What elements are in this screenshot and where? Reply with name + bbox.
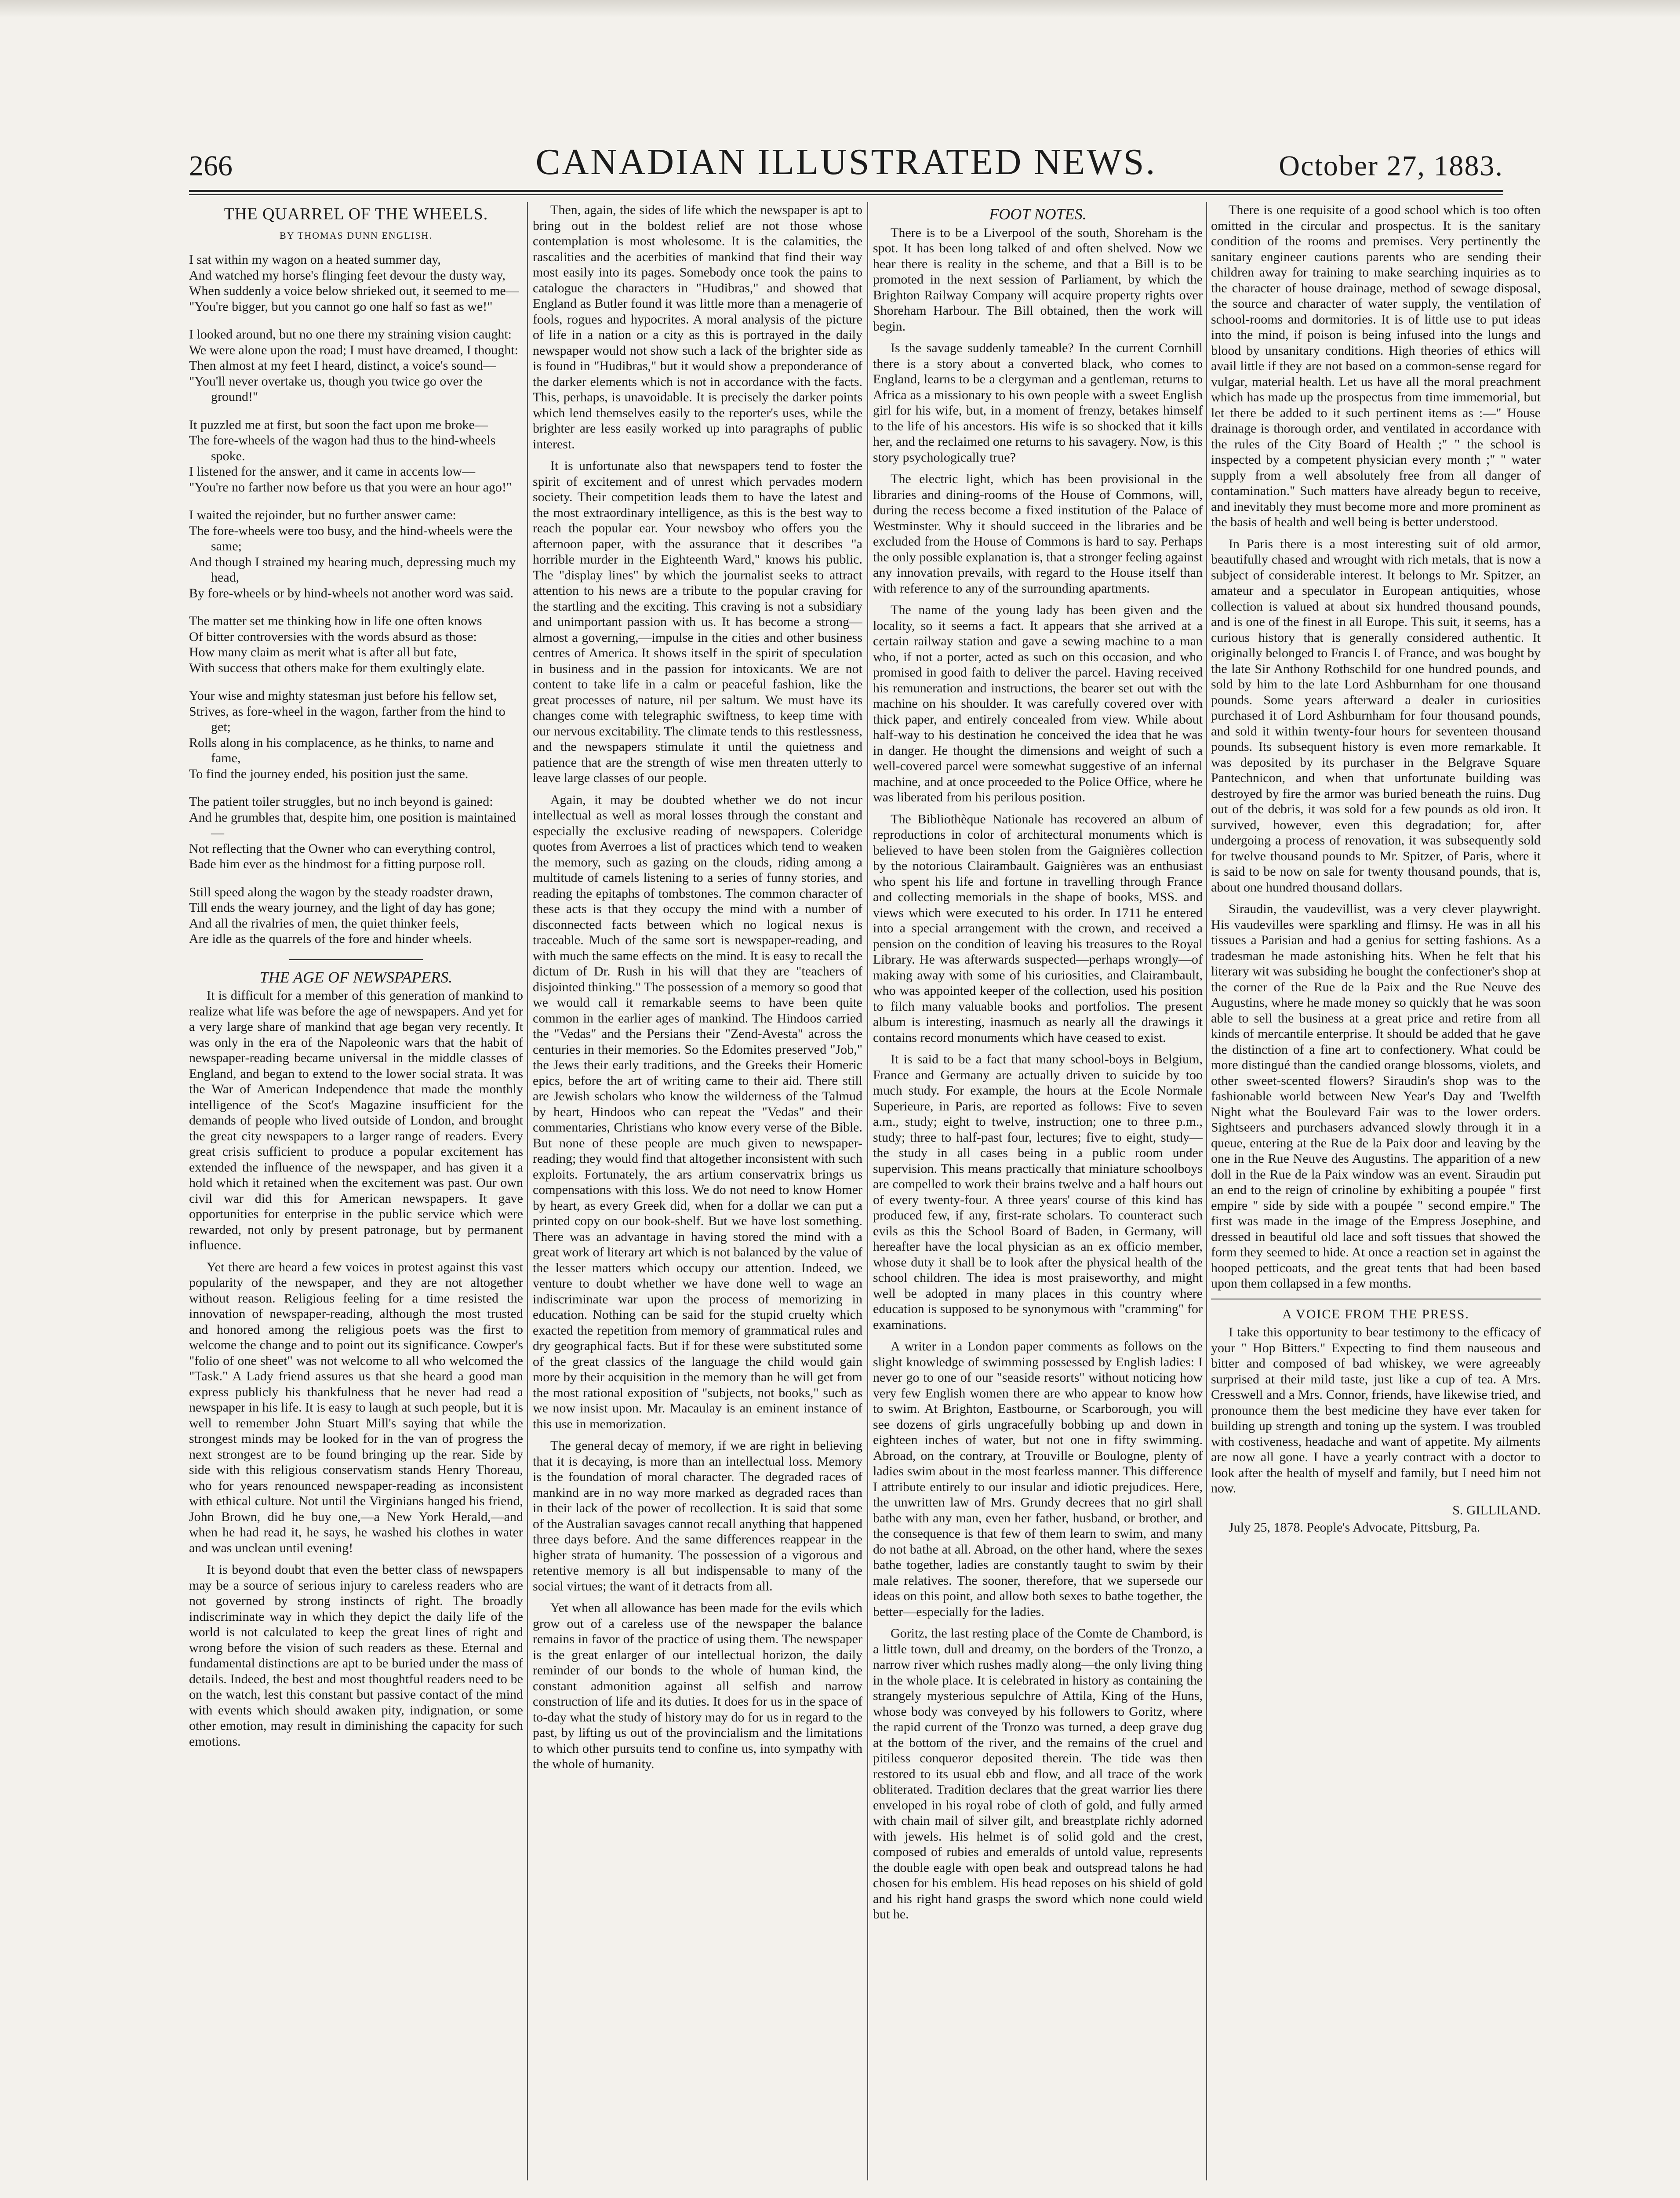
poem-stanza bbox=[189, 688, 523, 782]
poem-line: And he grumbles that, despite him, one position is maintained— bbox=[189, 810, 516, 840]
paragraph: The name of the young lady has been given and the locality, so it seems a fact. It appears that she arrived at a certain railway station and gave a sewing machine to a man who, if not a porter, acted as such on this occasion, and who promised in good faith to deliver the parcel. Having received his remuneration and instructions, the bearer set out with the machine on his shoulder. It was carefully covered over with thick paper, and entirely concealed from view. While about half-way to his destination he conceived the idea that he was in danger. He thought the dimensions and weight of such a well-covered parcel were somewhat suggestive of an infernal machine, and at once proceeded to the Police Office, where he was liberated from his perilous position. bbox=[873, 603, 1203, 804]
foot-notes-continued bbox=[1211, 202, 1541, 1292]
poem-stanza bbox=[189, 794, 523, 872]
poem-line: "You're bigger, but you cannot go one half so fast as we!" bbox=[189, 299, 493, 314]
paragraph: Yet there are heard a few voices in protest against this vast popularity of the newspaper, and they are not altogether without reason. Religious feeling for a time resisted the innovation of newspaper-reading, although the most trusted and honored among the religious poets was the first to welcome the change and to point out its significance. Cowper's "folio of one sheet" was not welcome to all who welcomed the "Task." A Lady friend assures us that she heard a good man express publicly his thankfulness that he never had read a newspaper in his life. It is easy to laugh at such people, but it is well to remember John Stuart Mill's saying that while the strongest minds may be looked for in the van of progress the next strongest are to be found bringing up the rear. Side by side with this religious conservatism stands Henry Thoreau, who for years renounced newspaper-reading as inconsistent with ethical culture. Not until the Virginians hanged his friend, John Brown, did he buy one,—a New York Herald,—and when he had read it, he says, he washed his clothes in water and was unclean until evening! bbox=[189, 1259, 523, 1555]
poem-line: And all the rivalries of men, the quiet thinker feels, bbox=[189, 916, 459, 931]
poem-line: Bade him ever as the hindmost for a fitting purpose roll. bbox=[189, 857, 486, 871]
article-title: THE AGE OF NEWSPAPERS. bbox=[259, 968, 453, 986]
poem-line: How many claim as merit what is after all but fate, bbox=[189, 645, 457, 659]
poem-line: The matter set me thinking how in life one often knows bbox=[189, 614, 482, 628]
foot-notes-body bbox=[873, 225, 1203, 1922]
paragraph: Is the savage suddenly tameable? In the current Cornhill there is a story about a converted black, who comes to England, learns to be a clergyman and a gentleman, returns to Africa as a missionary to his own people with a sweet English girl for his wife, but, in a moment of frenzy, betakes himself to the life of his ancestors. His wife is so shocked that it kills her, and the reclaimed one returns to his savagery. Now, is this story psychologically true? bbox=[873, 341, 1203, 465]
poem-line: I listened for the answer, and it came in accents low— bbox=[189, 464, 476, 479]
poem-line: Are idle as the quarrels of the fore and hinder wheels. bbox=[189, 932, 472, 946]
poem-line: Of bitter controversies with the words absurd as those: bbox=[189, 629, 477, 644]
poem-line: With success that others make for them exultingly elate. bbox=[189, 660, 485, 675]
poem-stanza bbox=[189, 507, 523, 601]
poem-line: The fore-wheels were too busy, and the hind-wheels were the same; bbox=[189, 523, 513, 553]
newspaper-title: CANADIAN ILLUSTRATED NEWS. bbox=[535, 142, 1157, 182]
poem-stanza bbox=[189, 327, 523, 405]
paragraph: There is to be a Liverpool of the south, Shoreham is the spot. It has been long talked of and often shelved. Now we hear there is reality in the scheme, and that a Bill is to be promoted in the next session of Parliament, by which the Brighton Railway Company will acquire property rights over Shoreham Harbour. The Bill obtained, then the work will begin. bbox=[873, 225, 1203, 334]
page-number: 266 bbox=[189, 150, 233, 182]
section-divider bbox=[289, 959, 423, 960]
masthead-rule bbox=[189, 190, 1503, 192]
poem-line: The patient toiler struggles, but no inch beyond is gained: bbox=[189, 794, 493, 809]
poem-line: By fore-wheels or by hind-wheels not another word was said. bbox=[189, 586, 514, 600]
column-divider bbox=[1206, 202, 1207, 2180]
poem-line: Not reflecting that the Owner who can everything control, bbox=[189, 841, 496, 856]
paragraph: It is unfortunate also that newspapers tend to foster the spirit of excitement and of unrest which pervades modern society. Their competition leads them to have the latest and the most extraordinary intelligence, as this is the best way to reach the popular ear. Your newsboy who offers you the afternoon paper, with the assurance that it describes "a horrible murder in the Eighteenth Ward," knows his public. The "display lines" by which the journalist seeks to attract attention to his news are a tribute to the popular craving for the startling and the exciting. This craving is not a subsidiary and unimportant passion with us. It has become a strong—almost a governing,—impulse in the cities and other business centres of America. It shows itself in the spirit of speculation in business and in the passion for intoxicants. We are not content to take life in a calm or peaceful fashion, like the great processes of nature, nil per saltum. We must have its changes come with telegraphic swiftness, to keep time with our nervous excitability. The climate tends to this restlessness, and the newspapers stimulate it until the quietness and patience that are the strength of wise men threaten utterly to leave large classes of our people. bbox=[533, 459, 862, 785]
paragraph: Again, it may be doubted whether we do not incur intellectual as well as moral losses through the constant and especially the exclusive reading of newspapers. Coleridge quotes from Averroes a list of practices which tend to weaken the memory, such as gazing on the clouds, riding among a multitude of camels listening to a series of funny stories, and reading the epitaphs of tombstones. The common character of these acts is that they occupy the mind with a number of disconnected facts between which no logical nexus is traceable. Much of the same sort is newspaper-reading, and with much the same effects on the mind. It is easy to recall the dictum of Dr. Rush in his will that they are "teachers of disjointed thinking." The possession of a memory so good that we would call it remarkable seems to have been quite common in the earlier ages of mankind. The Hindoos carried the "Vedas" and the Persians their "Zend-Avesta" across the centuries in their memories. So the Edomites preserved "Job," the Jews their early traditions, and the Greeks their Homeric epics, before the art of writing came to their aid. There still are Jewish scholars who know the wilderness of the Talmud by heart, Hindoos who can repeat the "Vedas" and their commentaries, Christians who know every verse of the Bible. But none of these people are much given to newspaper-reading; they would find that altogether inconsistent with such exploits. Fortunately, the ars artium conservatrix brings us compensations with this loss. We do not need to know Homer by heart, as every Greek did, when for a dollar we can put a printed copy on our book-shelf. But we have lost something. There was an advantage in having stored the mind with a great work of literary art which is not balanced by the value of the lesser matters which occupy our attention. Indeed, we venture to doubt whether we have done well to wage an indiscriminate war upon the process of memorizing in education. Nothing can be said for the stupid cruelty which exacted the repetition from memory of grammatical rules and dry geographical facts. But if for these were substituted some of the great classics of the language the child would gain more by their acquisition in the memory than he will get from the most rational exposition of "subjects, not books," such as we now insist upon. Mr. Macaulay is an eminent instance of this use in memorization. bbox=[533, 792, 862, 1431]
article-body-continued bbox=[533, 202, 862, 1772]
issue-date: October 27, 1883. bbox=[1279, 150, 1503, 182]
column-divider bbox=[527, 202, 528, 2180]
advert-dateline: July 25, 1878. People's Advocate, Pittsburg, Pa. bbox=[1229, 1520, 1480, 1535]
paragraph: Goritz, the last resting place of the Comte de Chambord, is a little town, dull and dreamy, on the borders of the Tronzo, a narrow river which rushes madly along—the only living thing in the whole place. It is celebrated in history as containing the strangely mysterious sepulchre of Attila, King of the Huns, whose body was conveyed by his followers to Goritz, where the rapid current of the Tronzo was turned, a deep grave dug at the bottom of the river, and the remains of the cruel and pitiless conqueror deposited therein. The tide was then restored to its usual ebb and flow, and all trace of the work obliterated. Tradition declares that the great warrior lies there enveloped in his royal robe of cloth of gold, and fully armed with chain mail of silver gilt, and breastplate richly adorned with jewels. His helmet is of solid gold and the crest, composed of rubies and emeralds of untold value, represents the double eagle with open beak and outspread talons he had chosen for his emblem. His head reposes on his shield of gold and his right hand grasps the sword which none could wield but he. bbox=[873, 1626, 1203, 1921]
poem-line: "You'll never overtake us, though you twice go over the ground!" bbox=[189, 374, 483, 404]
advert-signature: S. GILLILAND. bbox=[1452, 1503, 1541, 1517]
advert-title: A VOICE FROM THE PRESS. bbox=[1282, 1306, 1469, 1321]
column-divider bbox=[867, 202, 868, 2180]
poem-byline: BY THOMAS DUNN ENGLISH. bbox=[280, 229, 433, 241]
paragraph: Siraudin, the vaudevillist, was a very clever playwright. His vaudevilles were sparkling and flimsy. He was in all his tissues a Parisian and had a genius for setting fashions. As a tradesman he made astonishing hits. When he felt that his literary wit was subsiding he bought the confectioner's shop at the corner of the Rue de la Paix and the Rue Neuve des Augustins, where he made money so quickly that he was soon able to sell the business at a great price and retire from all kinds of mercantile enterprise. It should be added that he gave the distinction of a fine art to confectionery. What could be more distingué than the candied orange blossoms, violets, and other sweet-scented flowers? Siraudin's shop was to the fashionable world between New Year's Day and Twelfth Night what the Boulevard Fair was to the lower orders. Sightseers and purchasers advanced slowly through it in a queue, entering at the Rue de la Paix door and leaving by the one in the Rue Neuve des Augustins. The apparition of a new doll in the Rue de la Paix window was an event. Siraudin put an end to the reign of crinoline by exhibiting a poupée " first empire " side by side with a poupée " second empire." The first was made in the image of the Empress Josephine, and dressed in beautiful old lace and soft tissues that showed the form they seemed to hide. At once a reaction set in against the hooped petticoats, and the great tents that had been based upon them collapsed in a few months. bbox=[1211, 902, 1541, 1291]
poem-stanza bbox=[189, 884, 523, 947]
column-1 bbox=[189, 202, 523, 2189]
poem-stanza bbox=[189, 613, 523, 676]
poem-line: Strives, as fore-wheel in the wagon, farther from the hind to get; bbox=[189, 704, 505, 734]
poem-line: "You're no farther now before us that you were an hour ago!" bbox=[189, 480, 512, 495]
paragraph: The general decay of memory, if we are right in believing that it is decaying, is more than an intellectual loss. Memory is the foundation of moral character. The degraded races of mankind are in no way more marked as degraded races than in their lack of the power of recollection. It is said that some of the Australian savages cannot recall anything that happened three days before. And the same differences reappear in the higher strata of humanity. The possession of a vigorous and retentive memory is all but indispensable to many of the social virtues; the want of it detracts from all. bbox=[533, 1438, 862, 1594]
scan-edge bbox=[0, 0, 1680, 18]
paragraph: The electric light, which has been provisional in the libraries and dining-rooms of the House of Commons, will, during the recess become a fixed institution of the Palace of Westminster. Why it should succeed in the libraries and be excluded from the House of Commons is hard to say. Perhaps the only possible explanation is, that a stronger feeling against any innovation prevails, with regard to the House itself than with reference to any of the surrounding apartments. bbox=[873, 472, 1203, 596]
paragraph: Yet when all allowance has been made for the evils which grow out of a careless use of the newspaper the balance remains in favor of the practice of using them. The newspaper is the great enlarger of our intellectual horizon, the daily reminder of our bonds to the whole of human kind, the constant admonition against all selfish and narrow construction of life and its duties. It does for us in the space of to-day what the study of history may do for us in regard to the past, by lifting us out of the provincialism and the limitations to which other pursuits tend to confine us, into sympathy with the whole of humanity. bbox=[533, 1601, 862, 1771]
poem-line: We were alone upon the road; I must have dreamed, I thought: bbox=[189, 342, 519, 357]
column-4 bbox=[1211, 202, 1541, 2189]
poem-line: And watched my horse's flinging feet devour the dusty way, bbox=[189, 268, 505, 283]
poem-stanza bbox=[189, 417, 523, 495]
poem-line: And though I strained my hearing much, depressing much my head, bbox=[189, 554, 516, 585]
article-body bbox=[189, 988, 523, 1749]
paragraph: A writer in a London paper comments as follows on the slight knowledge of swimming possessed by English ladies: I never go to one of our "seaside resorts" without noticing how very few English women there are who appear to know how to swim. At Brighton, Eastbourne, or Scarborough, you will see dozens of girls ungracefully bobbing up and down in eighteen inches of water, but not one in fifty swimming. Abroad, on the contrary, at Trouville or Boulogne, plenty of ladies swim about in the most fearless manner. This difference I attribute entirely to our insular and idiotic prejudices. Here, the unwritten law of Mrs. Grundy decrees that no girl shall bathe with any man, even her father, husband, or brother, and the consequence is that few of them learn to swim, and many do not bathe at all. Abroad, on the other hand, where the sexes bathe together, ladies are constantly taught to swim by their male relatives. The sooner, therefore, that we supersede our ideas on this point, and allow both sexes to bathe together, the better—especially for the ladies. bbox=[873, 1339, 1203, 1619]
poem-title: THE QUARREL OF THE WHEELS. bbox=[224, 205, 488, 223]
poem-line: Rolls along in his complacence, as he thinks, to name and fame, bbox=[189, 735, 494, 765]
poem-stanza bbox=[189, 252, 523, 314]
poem-line: I waited the rejoinder, but no further answer came: bbox=[189, 508, 456, 522]
poem-line: The fore-wheels of the wagon had thus to the hind-wheels spoke. bbox=[189, 433, 496, 463]
paragraph: In Paris there is a most interesting suit of old armor, beautifully chased and wrought with rich metals, that is now a subject of considerable interest. It belongs to Mr. Spitzer, an amateur and a speculator in European antiquities, whose collection is valued at about six hundred thousand pounds, and is one of the finest in all Europe. This suit, it seems, has a curious history that is generally considered authentic. It originally belonged to Francis I. of France, and was bought by the late Sir Anthony Rothschild for one hundred pounds, and sold by him to the late Lord Ashburnham for one thousand pounds. Some years afterward a dealer in curiosities purchased it of Lord Ashburnham for four thousand pounds, and sold it within twenty-four hours for seventeen thousand pounds. Its subsequent history is even more remarkable. It was deposited by its purchaser in the Belgrave Square Pantechnicon, and when that unfortunate building was destroyed by fire the armor was buried beneath the ruins. Dug out of the debris, it was sold for a few pounds as old iron. It survived, however, even this degradation; for, after undergoing a process of renovation, it was subsequently sold for twelve thousand pounds to Mr. Spitzer, of Paris, where it is said to be now on sale for twenty thousand pounds, that is, about one hundred thousand dollars. bbox=[1211, 536, 1541, 895]
column-3 bbox=[873, 202, 1203, 2189]
paragraph: There is one requisite of a good school which is too often omitted in the circular and prospectus. It is the sanitary condition of the rooms and premises. Very pertinently the sanitary engineer cautions parents who are sending their children away for training to make searching inquiries as to the character of house drainage, method of sewage disposal, the source and character of water supply, the ventilation of school-rooms and dormitories. It is of little use to put ideas into the mind, if poison is being infused into the lungs and blood by unsanitary conditions. High theories of ethics will avail little if they are not based on a common-sense regard for vulgar, material health. Let us have all the moral preachment which has made up the prospectus from time immemorial, but let there be added to it such pertinent items as :—" House drainage is thorough order, and ventilated in accordance with the rules of the City Board of Health ;" " the school is inspected by a competent physician every month ;" " water supply from a well absolutely free from all danger of contamination." Such matters have already begun to receive, and inevitably they must become more and more prominent as the basis of health and well being is better understood. bbox=[1211, 203, 1541, 529]
poem-line: Still speed along the wagon by the steady roadster drawn, bbox=[189, 884, 493, 899]
paragraph: It is difficult for a member of this generation of mankind to realize what life was before the age of newspapers. And yet for a very large share of mankind that age began very recently. It was only in the era of the Napoleonic wars that the habit of newspaper-reading became universal in the middle classes of England, and began to extend to the lower social strata. It was the War of American Independence that made the monthly intelligence of the Scot's Magazine insufficient for the demands of people who lived outside of London, and brought the great city newspapers to a larger range of readers. Every great crisis sufficient to produce a popular excitement has extended the influence of the newspaper, and has given it a hold which it retained when the excitement was past. Our own civil war did this for American newspapers. It gave opportunities for enterprise in the public service which were rewarded, not only by present patronage, but by permanent influence. bbox=[189, 988, 523, 1252]
poem-line: Your wise and mighty statesman just before his fellow set, bbox=[189, 688, 497, 703]
masthead-rule-thin bbox=[189, 194, 1503, 195]
paragraph: It is beyond doubt that even the better class of newspapers may be a source of serious injury to careless readers who are not governed by strong instincts of right. The broadly indiscriminate way in which they depict the daily life of the world is not calculated to keep the great lines of right and wrong before the vision of such readers as these. Eternal and fundamental distinctions are apt to be buried under the mass of details. Indeed, the best and most thoughtful readers need to be on the watch, lest this constant but passive contact of the mind with events which should awaken pity, indignation, or some other emotion, may result in diminishing the capacity for such emotions. bbox=[189, 1562, 523, 1749]
advert-body: I take this opportunity to bear testimony to the efficacy of your " Hop Bitters." Expecting to find them nauseous and bitter and composed of bad whiskey, we were agreeably surprised at their mild taste, just like a cup of tea. A Mrs. Cresswell and a Mrs. Connor, friends, have likewise tried, and pronounce them the best medicine they have ever taken for building up strength and toning up the system. I was troubled with costiveness, headache and want of appetite. My ailments are now all gone. I have a yearly contract with a doctor to look after the health of myself and family, but I need him not now. bbox=[1211, 1325, 1541, 1496]
paragraph: Then, again, the sides of life which the newspaper is apt to bring out in the boldest relief are not those whose contemplation is most wholesome. It is the calamities, the rascalities and the acerbities of mankind that find their way most easily into its pages. Somebody once took the pains to catalogue the characters in "Hudibras," and showed that England as Butler found it was little more than a menagerie of fools, rogues and hypocrites. A moral analysis of the picture of life in a nation or a city as this is portrayed in the daily newspaper would not show such a lack of the brighter side as is found in "Hudibras," but it would show a preponderance of the darker elements which is not in accordance with the facts. This, perhaps, is unavoidable. It is precisely the darker points which lend themselves easily to the reporter's uses, while the brighter are less easily worked up into paragraphs of public interest. bbox=[533, 203, 862, 451]
masthead bbox=[189, 141, 1503, 185]
poem-line: When suddenly a voice below shrieked out, it seemed to me— bbox=[189, 284, 519, 298]
poem-line: I sat within my wagon on a heated summer day, bbox=[189, 252, 441, 267]
paragraph: The Bibliothèque Nationale has recovered an album of reproductions in color of architectural monuments which is believed to have been stolen from the Gaignières collection by the notorious Clairambault. Gaignières was an enthusiast who spent his life and fortune in travelling through France and collecting memorials in the shape of books, MSS. and views which were executed to his order. In 1711 he entered into a special arrangement with the crown, and received a pension on the condition of leaving his treasures to the Royal Library. He was afterwards suspected—perhaps wrongly—of making away with some of his curiosities, and Clairambault, who was appointed keeper of the collection, used his position to filch many valuable books and portfolios. The present album is interesting, inasmuch as nearly all the drawings it contains record monuments which have ceased to exist. bbox=[873, 812, 1203, 1045]
foot-notes-title: FOOT NOTES. bbox=[989, 205, 1087, 223]
poem-line: Then almost at my feet I heard, distinct, a voice's sound— bbox=[189, 358, 496, 373]
column-2 bbox=[533, 202, 862, 2189]
poem-line: Till ends the weary journey, and the light of day has gone; bbox=[189, 900, 495, 915]
poem-line: It puzzled me at first, but soon the fact upon me broke— bbox=[189, 417, 488, 432]
poem-body bbox=[189, 252, 523, 947]
poem-line: I looked around, but no one there my straining vision caught: bbox=[189, 327, 512, 342]
paragraph: It is said to be a fact that many school-boys in Belgium, France and Germany are actually driven to suicide by too much study. For example, the hours at the Ecole Normale Superieure, in Paris, are reported as follows: Five to seven a.m., study; eight to twelve, instruction; one to three p.m., study; three to half-past four, lectures; five to eight, study—the study in all cases being in a public room under supervision. This means practically that miniature schoolboys are compelled to work their brains twelve and a half hours out of every twenty-four. A three years' course of this kind has produced few, if any, first-rate scholars. To counteract such evils as this the School Board of Baden, in Germany, will hereafter have the local physician as an ex officio member, whose duty it shall be to look after the physical health of the school children. The idea is most praiseworthy, and might well be adopted in many places in this country where education is supposed to be synonymous with "cramming" for examinations. bbox=[873, 1052, 1203, 1332]
poem-line: To find the journey ended, his position just the same. bbox=[189, 766, 469, 781]
